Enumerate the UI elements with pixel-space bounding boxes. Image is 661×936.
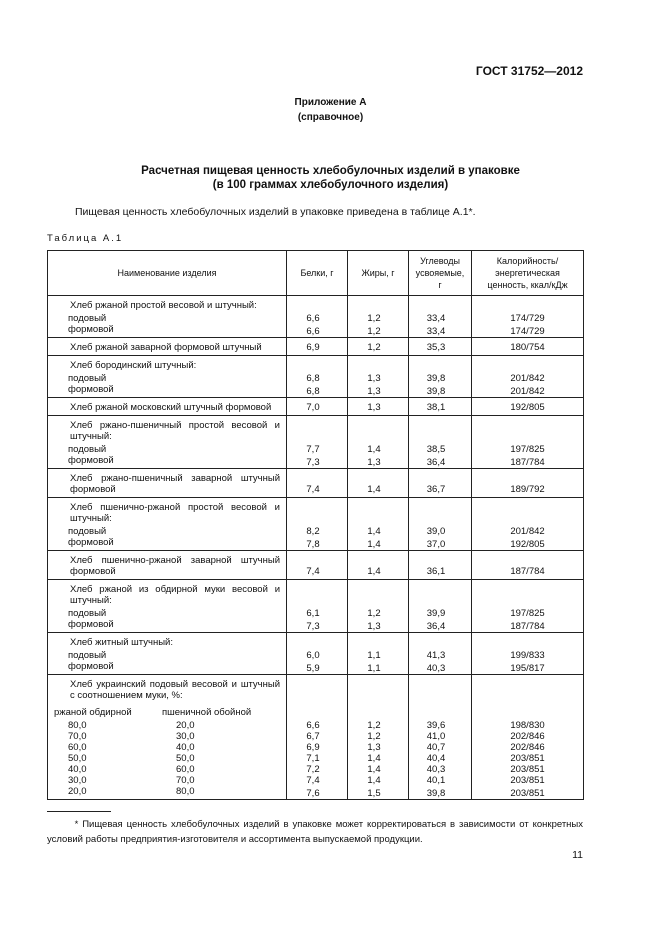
carbs-value: 41,0 [409,731,472,742]
protein-value: 7,8 [287,537,348,551]
table-row [48,608,584,619]
fat-value: 1,2 [348,608,409,619]
flour-ratio [54,753,280,764]
protein-value: 6,0 [287,650,348,661]
title-line-2: (в 100 граммах хлебобулочного изделия) [212,179,449,191]
product-name: Хлеб ржаной из обдирной муки весовой и штучный: [70,584,280,606]
fat-value: 1,4 [348,469,409,498]
variant-cell [48,537,287,551]
variant-label: подовый [68,608,107,619]
energy-value: 201/842 [472,526,584,537]
product-name: Хлеб ржаной простой весовой и штучный: [70,300,257,311]
table-row [48,675,584,721]
variant-cell [48,455,287,469]
energy-value: 202/846 [472,742,584,753]
variant-cell [48,731,287,742]
variant-cell [48,742,287,753]
empty-cell [287,498,348,527]
table-row [48,775,584,786]
product-name: Хлеб украинский подовый весовой и штучный с соотношением муки, %: [70,679,280,701]
energy-value: 202/846 [472,731,584,742]
fat-value: 1,2 [348,313,409,324]
table-row [48,338,584,356]
empty-cell [348,633,409,651]
fat-value: 1,3 [348,455,409,469]
protein-value: 7,0 [287,398,348,416]
empty-cell [348,675,409,721]
product-name: Хлеб ржано-пшеничный простой весовой и штучный: [70,420,280,442]
table-body [48,296,584,800]
protein-value: 7,4 [287,551,348,580]
protein-value: 7,7 [287,444,348,455]
carbs-value: 35,3 [409,338,472,356]
table-row [48,356,584,374]
carbs-value: 39,8 [409,384,472,398]
carbs-value: 37,0 [409,537,472,551]
table-row [48,416,584,445]
variant-cell [48,444,287,455]
product-name-cell [48,580,287,609]
empty-cell [287,580,348,609]
fat-value: 1,2 [348,720,409,731]
product-name-cell [48,416,287,445]
fat-value: 1,4 [348,444,409,455]
variant-cell [48,661,287,675]
empty-cell [472,498,584,527]
energy-value: 187/784 [472,551,584,580]
product-name: Хлеб ржаной московский штучный формовой [70,402,272,413]
variant-cell [48,764,287,775]
fat-value: 1,3 [348,742,409,753]
energy-value: 203/851 [472,753,584,764]
energy-value: 203/851 [472,786,584,800]
carbs-value: 36,4 [409,455,472,469]
variant-cell [48,324,287,338]
empty-cell [287,296,348,314]
fat-value: 1,1 [348,661,409,675]
table-row [48,373,584,384]
ratio-wheat: 70,0 [176,775,195,786]
empty-cell [287,416,348,445]
carbs-value: 38,1 [409,398,472,416]
table-row [48,398,584,416]
fat-value: 1,1 [348,650,409,661]
nutrition-table [47,250,584,800]
protein-value: 7,2 [287,764,348,775]
page-title [0,164,661,192]
variant-label: формовой [68,324,114,335]
ratio-header [54,707,280,718]
empty-cell [472,580,584,609]
carbs-value: 40,1 [409,775,472,786]
table-row [48,469,584,498]
fat-value: 1,3 [348,373,409,384]
carbs-value: 41,3 [409,650,472,661]
variant-cell [48,775,287,786]
carbs-value: 33,4 [409,324,472,338]
ratio-rye: 70,0 [68,731,87,742]
empty-cell [472,416,584,445]
fat-value: 1,2 [348,324,409,338]
table-row [48,619,584,633]
table-row [48,661,584,675]
empty-cell [472,296,584,314]
product-name-cell [48,338,287,356]
flour-ratio [54,720,280,731]
variant-cell [48,786,287,800]
flour-ratio [54,786,280,797]
table-row [48,650,584,661]
energy-value: 189/792 [472,469,584,498]
protein-value: 8,2 [287,526,348,537]
empty-cell [287,675,348,721]
empty-cell [409,633,472,651]
ratio-header-rye: ржаной обдирной [54,707,132,718]
fat-value: 1,4 [348,551,409,580]
ratio-wheat: 30,0 [176,731,195,742]
fat-value: 1,4 [348,537,409,551]
empty-cell [409,416,472,445]
variant-cell [48,526,287,537]
ratio-wheat: 60,0 [176,764,195,775]
page-number: 11 [572,849,583,861]
protein-value: 6,1 [287,608,348,619]
protein-value: 6,9 [287,742,348,753]
table-row [48,498,584,527]
variant-cell [48,608,287,619]
empty-cell [348,580,409,609]
table-row [48,313,584,324]
footnote-text: * Пищевая ценность хлебобулочных изделий в упаковке может корректироваться в зависимости от конкретных условий работы предприятия-изготовителя и ассортимента выпускаемой продукции. [47,819,583,845]
variant-label: формовой [68,661,114,672]
ratio-rye: 60,0 [68,742,87,753]
protein-value: 7,4 [287,469,348,498]
carbs-value: 40,3 [409,764,472,775]
carbs-value: 36,1 [409,551,472,580]
empty-cell [472,356,584,374]
flour-ratio [54,764,280,775]
variant-cell [48,313,287,324]
ratio-wheat: 40,0 [176,742,195,753]
table-row [48,551,584,580]
table-row [48,537,584,551]
variant-cell [48,384,287,398]
empty-cell [409,580,472,609]
title-line-1: Расчетная пищевая ценность хлебобулочных изделий в упаковке [141,165,520,177]
col-header-carbs: Углеводы усвояемые, г [409,251,472,296]
footnote [47,817,583,847]
protein-value: 6,6 [287,324,348,338]
energy-value: 192/805 [472,398,584,416]
flour-ratio [54,731,280,742]
energy-value: 198/830 [472,720,584,731]
intro-text: Пищевая ценность хлебобулочных изделий в упаковке приведена в таблице А.1*. [75,206,476,218]
energy-value: 187/784 [472,619,584,633]
product-name-cell [48,296,287,314]
fat-value: 1,4 [348,753,409,764]
ratio-rye: 30,0 [68,775,87,786]
ratio-rye: 40,0 [68,764,87,775]
empty-cell [409,675,472,721]
energy-value: 195/817 [472,661,584,675]
energy-value: 199/833 [472,650,584,661]
protein-value: 6,8 [287,373,348,384]
fat-value: 1,3 [348,384,409,398]
table-row [48,753,584,764]
ratio-rye: 20,0 [68,786,87,797]
protein-value: 7,3 [287,455,348,469]
table-row [48,296,584,314]
ratio-wheat: 50,0 [176,753,195,764]
ratio-header-wheat: пшеничной обойной [162,707,252,718]
table-row [48,455,584,469]
empty-cell [287,633,348,651]
product-name-cell [48,469,287,498]
ratio-rye: 50,0 [68,753,87,764]
fat-value: 1,4 [348,526,409,537]
energy-value: 187/784 [472,455,584,469]
protein-value: 5,9 [287,661,348,675]
carbs-value: 36,4 [409,619,472,633]
empty-cell [348,416,409,445]
table-row [48,720,584,731]
empty-cell [409,498,472,527]
protein-value: 7,3 [287,619,348,633]
variant-label: подовый [68,526,107,537]
empty-cell [348,296,409,314]
annex-note: (справочное) [297,112,364,123]
product-name: Хлеб пшенично-ржаной заварной штучный формовой [70,555,280,577]
table-row [48,384,584,398]
fat-value: 1,2 [348,731,409,742]
variant-cell [48,720,287,731]
variant-label: формовой [68,455,114,466]
table-row [48,786,584,800]
protein-value: 6,6 [287,720,348,731]
variant-label: подовый [68,444,107,455]
empty-cell [348,356,409,374]
footnote-divider [47,811,111,812]
energy-value: 201/842 [472,384,584,398]
flour-ratio [54,742,280,753]
fat-value: 1,3 [348,619,409,633]
table-row [48,742,584,753]
product-name: Хлеб бородинский штучный: [70,360,197,371]
carbs-value: 38,5 [409,444,472,455]
table-row [48,580,584,609]
product-name-cell [48,675,287,721]
energy-value: 203/851 [472,775,584,786]
col-header-protein: Белки, г [287,251,348,296]
ratio-wheat: 80,0 [176,786,195,797]
energy-value: 174/729 [472,313,584,324]
empty-cell [409,296,472,314]
energy-value: 203/851 [472,764,584,775]
fat-value: 1,3 [348,398,409,416]
table-row [48,324,584,338]
protein-value: 6,9 [287,338,348,356]
carbs-value: 39,6 [409,720,472,731]
variant-label: подовый [68,373,107,384]
fat-value: 1,2 [348,338,409,356]
product-name-cell [48,356,287,374]
col-header-fat: Жиры, г [348,251,409,296]
carbs-value: 39,8 [409,373,472,384]
table-row [48,633,584,651]
carbs-value: 33,4 [409,313,472,324]
variant-cell [48,619,287,633]
col-header-name: Наименование изделия [48,251,287,296]
empty-cell [287,356,348,374]
protein-value: 6,8 [287,384,348,398]
product-name: Хлеб ржано-пшеничный заварной штучный формовой [70,473,280,495]
product-name-cell [48,551,287,580]
carbs-value: 36,7 [409,469,472,498]
product-name: Хлеб ржаной заварной формовой штучный [70,342,262,353]
standard-number: ГОСТ 31752—2012 [475,64,583,78]
variant-label: формовой [68,537,114,548]
table-header-row [48,251,584,296]
variant-cell [48,373,287,384]
protein-value: 6,6 [287,313,348,324]
empty-cell [348,498,409,527]
table-row [48,764,584,775]
carbs-value: 39,9 [409,608,472,619]
empty-cell [472,675,584,721]
product-name-cell [48,498,287,527]
protein-value: 7,4 [287,775,348,786]
fat-value: 1,4 [348,775,409,786]
energy-value: 180/754 [472,338,584,356]
annex-heading [0,95,661,125]
variant-label: подовый [68,313,107,324]
variant-cell [48,753,287,764]
product-name: Хлеб пшенично-ржаной простой весовой и штучный: [70,502,280,524]
energy-value: 192/805 [472,537,584,551]
variant-label: формовой [68,619,114,630]
ratio-rye: 80,0 [68,720,87,731]
carbs-value: 39,8 [409,786,472,800]
protein-value: 7,1 [287,753,348,764]
carbs-value: 40,4 [409,753,472,764]
empty-cell [472,633,584,651]
product-name-cell [48,633,287,651]
table-caption: Таблица А.1 [47,233,124,244]
carbs-value: 39,0 [409,526,472,537]
variant-label: формовой [68,384,114,395]
ratio-wheat: 20,0 [176,720,195,731]
energy-value: 197/825 [472,608,584,619]
protein-value: 7,6 [287,786,348,800]
carbs-value: 40,7 [409,742,472,753]
fat-value: 1,4 [348,764,409,775]
empty-cell [409,356,472,374]
col-header-energy: Калорийность/ энергетическая ценность, ккал/кДж [472,251,584,296]
product-name: Хлеб житный штучный: [70,637,173,648]
energy-value: 201/842 [472,373,584,384]
energy-value: 174/729 [472,324,584,338]
carbs-value: 40,3 [409,661,472,675]
flour-ratio [54,775,280,786]
fat-value: 1,5 [348,786,409,800]
table-row [48,444,584,455]
variant-label: подовый [68,650,107,661]
table-row [48,526,584,537]
product-name-cell [48,398,287,416]
variant-cell [48,650,287,661]
protein-value: 6,7 [287,731,348,742]
energy-value: 197/825 [472,444,584,455]
table-row [48,731,584,742]
annex-title: Приложение А [294,97,367,108]
